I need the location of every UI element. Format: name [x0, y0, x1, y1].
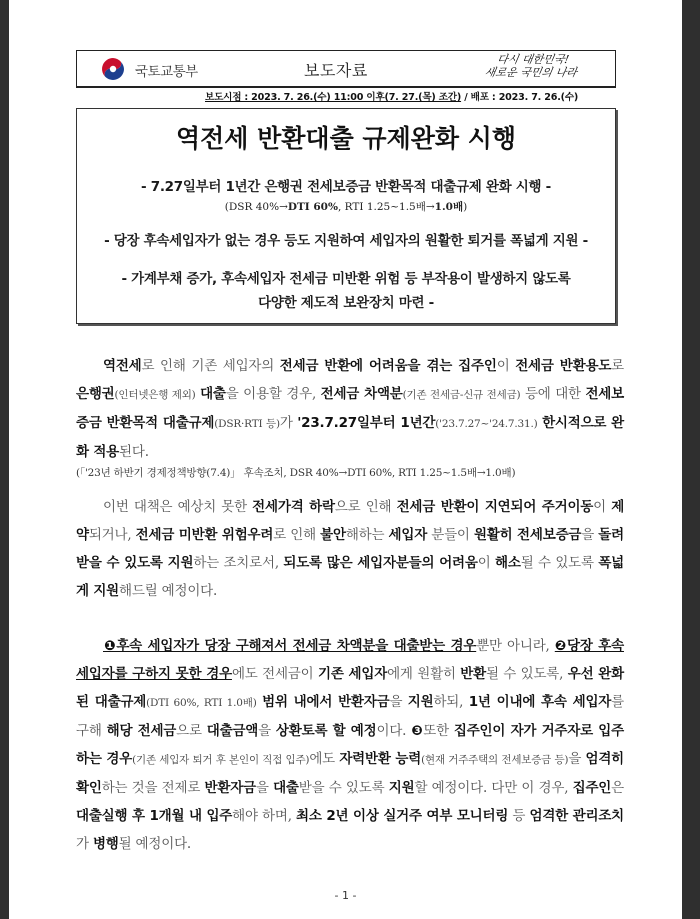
- text: 이: [477, 555, 496, 571]
- emphasis: 해소: [495, 555, 521, 571]
- text: 되거나,: [88, 527, 136, 543]
- emphasis: 범위 내에서 반환자금: [262, 694, 390, 710]
- text: 분들이: [427, 527, 474, 543]
- text: 으로 인해: [334, 499, 397, 515]
- note-text: ): [463, 201, 468, 213]
- document-page: [9, 0, 682, 919]
- text: 등: [508, 808, 530, 824]
- government-taegeuk-logo-icon: [101, 57, 125, 81]
- text: 으로: [176, 723, 207, 739]
- text: 로 인해 기존 세입자의: [141, 358, 280, 374]
- note-emphasis: 1.0배: [434, 201, 464, 213]
- parenthetical: ('23.7.27~'24.7.31.): [435, 418, 538, 430]
- text: 을: [581, 527, 599, 543]
- parenthetical: (DSR·RTI 등): [214, 418, 280, 430]
- text: 될 수 있도록,: [485, 666, 568, 682]
- text: 뿐만 아니라,: [476, 638, 555, 654]
- emphasis: 전세금 미반환 위험우려: [135, 527, 274, 543]
- text: 할 예정이다. 다만 이 경우,: [414, 780, 573, 796]
- emphasis: 역전세: [103, 358, 142, 374]
- text: 를 구해: [76, 694, 624, 739]
- note-emphasis: DTI 60%: [287, 201, 338, 213]
- emphasis: 집주인: [572, 780, 612, 796]
- text: 해하는: [345, 527, 389, 543]
- emphasis: 엄격한 관리조치: [529, 808, 625, 824]
- text: 해야 하며,: [232, 808, 297, 824]
- footnote: (「'23년 하반기 경제정책방향(7.4)」 후속조치, DSR 40%→DTI 60%, RTI 1.25~1.5배→1.0배): [76, 467, 516, 479]
- emphasis: 지원: [407, 694, 434, 710]
- emphasis: 전세가격 하락: [252, 499, 335, 515]
- text: 이: [593, 499, 612, 515]
- text: 을: [258, 723, 276, 739]
- text: 이다.: [376, 723, 412, 739]
- emphasis: 엄격히 확인: [76, 751, 625, 796]
- emphasis: 돌려받을 수 있도록 지원: [76, 527, 624, 571]
- emphasis: 폭넓게 지원: [76, 555, 624, 599]
- emphasis: 대출실행 후 1개월 내 입주: [76, 808, 233, 824]
- text: 가: [279, 415, 298, 431]
- emphasis: 세입자: [388, 527, 428, 543]
- emphasis: 1년 이내에 후속 세입자: [468, 694, 612, 710]
- emphasis: 전세금 차액분: [320, 386, 403, 402]
- emphasis: 자력반환 능력: [339, 751, 422, 767]
- text: 을 이용할 경우,: [225, 386, 321, 402]
- text: 된다.: [119, 444, 149, 460]
- emphasis: 전세금 반환이 지연되어 주거이동: [396, 499, 594, 515]
- text: 에도: [309, 751, 340, 767]
- emphasis: 한시적으로 완화 적용: [76, 415, 625, 460]
- text: 될 예정이다.: [118, 836, 192, 852]
- emphasis: 제약: [76, 499, 625, 543]
- emphasis: 은행권: [76, 386, 115, 402]
- emphasis: '23.7.27일부터 1년간: [297, 415, 436, 431]
- text: 에도 전세금이: [231, 666, 318, 682]
- parenthetical: (현재 거주주택의 전세보증금 등): [421, 754, 569, 766]
- slogan: [465, 53, 600, 79]
- emphasis: 전세보증금 반환목적 대출규제: [76, 386, 624, 431]
- emphasis: 불안: [320, 527, 346, 543]
- case-2-emphasis: ❷당장 후속 세입자를 구하지 못한 경우: [76, 638, 624, 682]
- emphasis: 되도록 많은 세입자분들의 어려움: [283, 555, 478, 571]
- emphasis: 전세금 반환용도: [515, 358, 612, 374]
- text: 하는 조치로서,: [193, 555, 284, 571]
- emphasis: 원활히 전세보증금: [473, 527, 582, 543]
- emphasis: 반환자금: [204, 780, 256, 796]
- text: 또한: [423, 723, 454, 739]
- case-1-emphasis: ❶후속 세입자가 당장 구해져서 전세금 차액분을 대출받는 경우: [103, 638, 477, 654]
- document-type: 보도자료: [304, 61, 368, 80]
- subtitle-2: - 당장 후속세입자가 없는 경우 등도 지원하여 세입자의 원활한 퇴거를 폭넓게 지원 -: [104, 233, 588, 249]
- page-title: 역전세 반환대출 규제완화 시행: [175, 124, 517, 153]
- emphasis: 대출: [200, 386, 226, 402]
- subtitle-1-note: [77, 199, 615, 214]
- note-text: (DSR 40%→: [224, 201, 288, 213]
- paragraph-1: [76, 352, 624, 484]
- text: 로: [611, 358, 625, 374]
- paragraph-3: [76, 632, 624, 858]
- paragraph-2: [76, 493, 624, 605]
- case-3-marker: ❸: [411, 723, 424, 739]
- subtitle-3-line-2: 다양한 제도적 보완장치 마련 -: [258, 295, 434, 311]
- text: 을: [255, 780, 274, 796]
- emphasis: 병행: [92, 836, 119, 852]
- emphasis: 집주인이 자가 거주자로 입주하는 경우: [76, 723, 624, 767]
- subtitle-3: [77, 267, 615, 315]
- slogan-line-2: 새로운 국민의 나라: [483, 66, 578, 79]
- emphasis: 해당 전세금: [106, 723, 177, 739]
- subtitle-3-line-1: - 가계부채 증가, 후속세입자 전세금 미반환 위험 등 부작용이 발생하지 않도록: [121, 271, 571, 287]
- slogan-line-1: 다시 대한민국!: [496, 53, 571, 66]
- parenthetical: (기존 세입자 퇴거 후 본인이 직접 입주): [132, 754, 310, 766]
- text: 받을 수 있도록: [298, 780, 389, 796]
- distribution-date: 배포 : 2023. 7. 26.(수): [470, 92, 579, 103]
- embargo-time: 보도시점 : 2023. 7. 26.(수) 11:00 이후(7. 27.(목) 조간): [205, 92, 462, 103]
- text: 해드릴 예정이다.: [119, 583, 218, 599]
- text: 가: [76, 836, 93, 852]
- text: 이: [496, 358, 516, 374]
- parenthetical: (DTI 60%, RTI 1.0배): [146, 697, 257, 709]
- parenthetical: (인터넷은행 제외): [114, 389, 196, 401]
- text: 을: [568, 751, 586, 767]
- text: 은: [611, 780, 624, 796]
- release-separator: /: [461, 92, 471, 103]
- note-text: , RTI 1.25~1.5배→: [337, 201, 435, 213]
- parenthetical: (기존 전세금-신규 전세금): [402, 389, 521, 401]
- text: 을: [389, 694, 408, 710]
- emphasis: 반환: [460, 666, 486, 682]
- emphasis: 대출: [273, 780, 299, 796]
- text: 하되,: [433, 694, 469, 710]
- emphasis: 대출금액: [206, 723, 259, 739]
- letterhead-box: [76, 50, 616, 88]
- text: 에게 원활히: [387, 666, 461, 682]
- emphasis: 기존 세입자: [317, 666, 388, 682]
- emphasis: 전세금 반환에 어려움을 겪는 집주인: [279, 358, 497, 374]
- emphasis: 최소 2년 이상 실거주 여부 모니터링: [296, 808, 509, 824]
- ministry-name: 국토교통부: [135, 64, 198, 80]
- subtitle-1: - 7.27일부터 1년간 은행권 전세보증금 반환목적 대출규제 완화 시행 -: [141, 179, 551, 195]
- page-number: - 1 -: [334, 889, 357, 902]
- text: 이번 대책은 예상치 못한: [103, 499, 253, 515]
- emphasis: 우선 완화된 대출규제: [76, 666, 624, 710]
- emphasis: 상환토록 할 예정: [275, 723, 377, 739]
- text: 등에 대한: [520, 386, 586, 402]
- text: 하는 것을 전제로: [101, 780, 205, 796]
- text: 될 수 있도록: [520, 555, 599, 571]
- headline-box: [76, 108, 616, 324]
- emphasis: 지원: [388, 780, 415, 796]
- release-info: [205, 89, 578, 103]
- text: 로 인해: [273, 527, 321, 543]
